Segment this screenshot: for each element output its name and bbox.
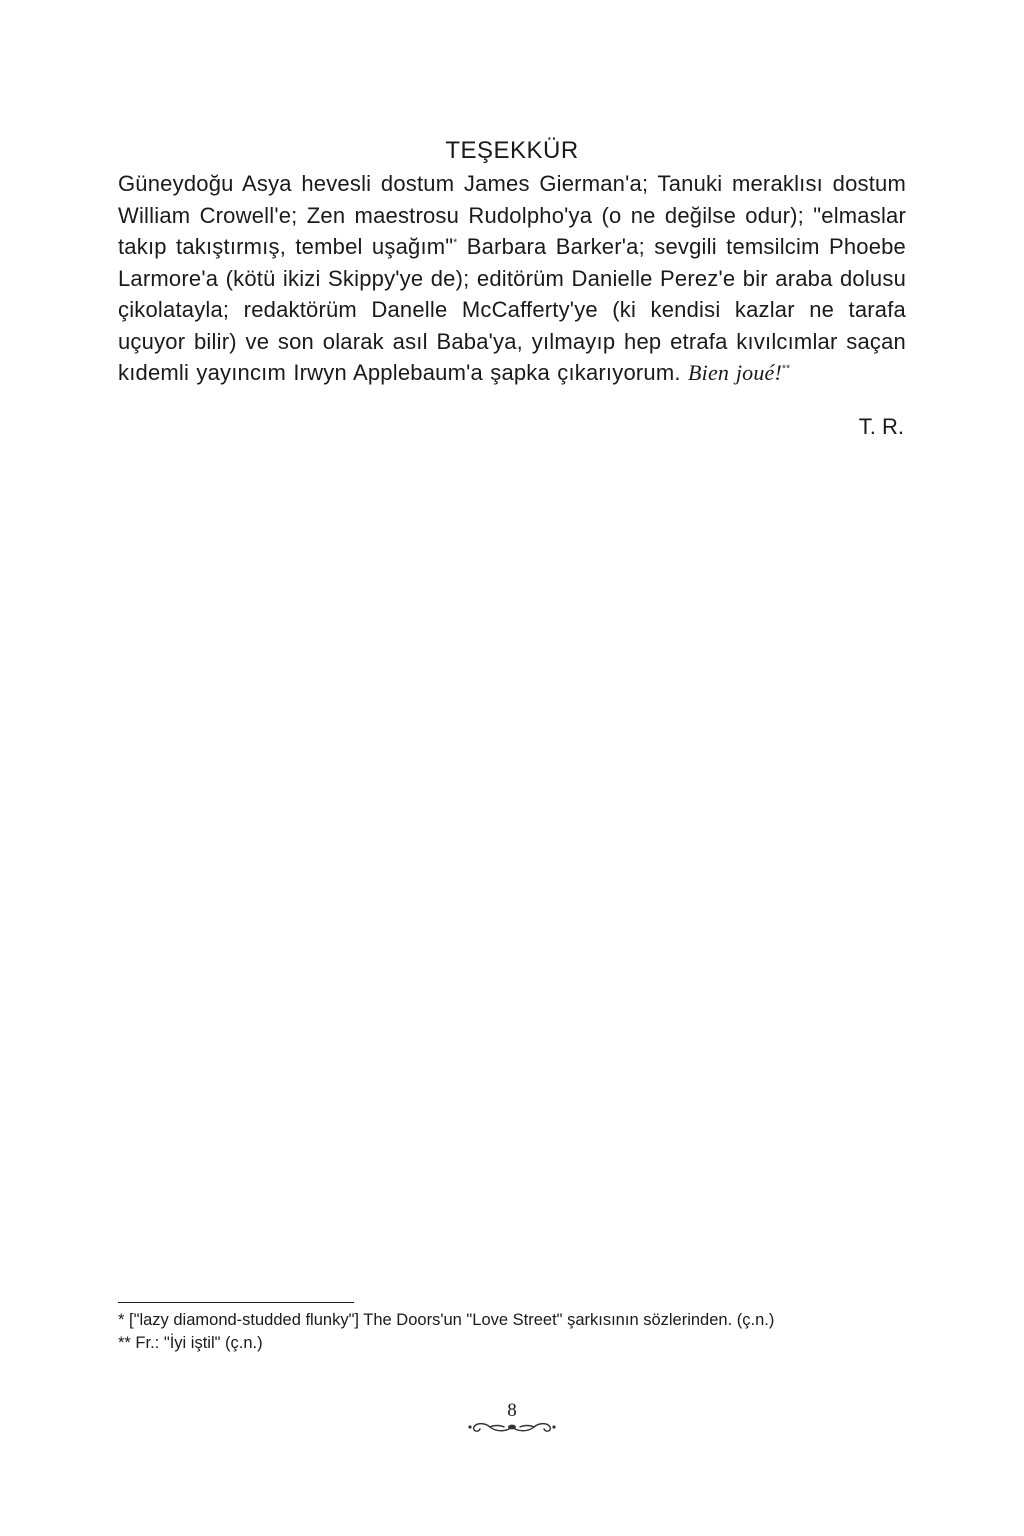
italic-phrase: Bien joué! xyxy=(688,360,783,385)
footnote-1: * ["lazy diamond-studded flunky"] The Doors'un "Love Street" şarkısının sözlerinden. (ç.n.) xyxy=(118,1311,775,1329)
page-number: 8 xyxy=(507,1400,517,1421)
page-title: TEŞEKKÜR xyxy=(445,137,579,164)
flourish-ornament-icon xyxy=(466,1414,558,1438)
footnote-2: ** Fr.: "İyi iştil" (ç.n.) xyxy=(118,1334,263,1352)
footnote-divider xyxy=(118,1302,354,1303)
signature: T. R. xyxy=(858,414,904,439)
acknowledgement-paragraph xyxy=(118,168,906,389)
paragraph-text-2: Barbara Barker'a; sevgili temsilcim Phoebe Larmore'a (kötü ikizi Skippy'ye de); editörüm Danielle Perez'e bir araba dolusu çikolatayla; redaktörüm Danelle McCafferty'ye (ki kendisi kazlar ne tarafa uçuyor bilir) ve son olarak asıl Baba'ya, yılmayıp hep etrafa kıvılcımlar saçan kıdemli yayıncım Irwyn Applebaum'a şapka çıkarıyorum. xyxy=(118,234,906,385)
footnote-ref-1: * xyxy=(453,237,458,249)
paragraph-text-1: Güneydoğu Asya hevesli dostum James Gierman'a; Tanuki meraklısı dostum William Crowell'e; Zen maestrosu Rudolpho'ya (o ne değilse odur); "elmaslar takıp takıştırmış, tembel uşağım" xyxy=(118,171,906,259)
footnote-ref-2: ** xyxy=(782,363,791,375)
footnotes xyxy=(118,1309,906,1355)
